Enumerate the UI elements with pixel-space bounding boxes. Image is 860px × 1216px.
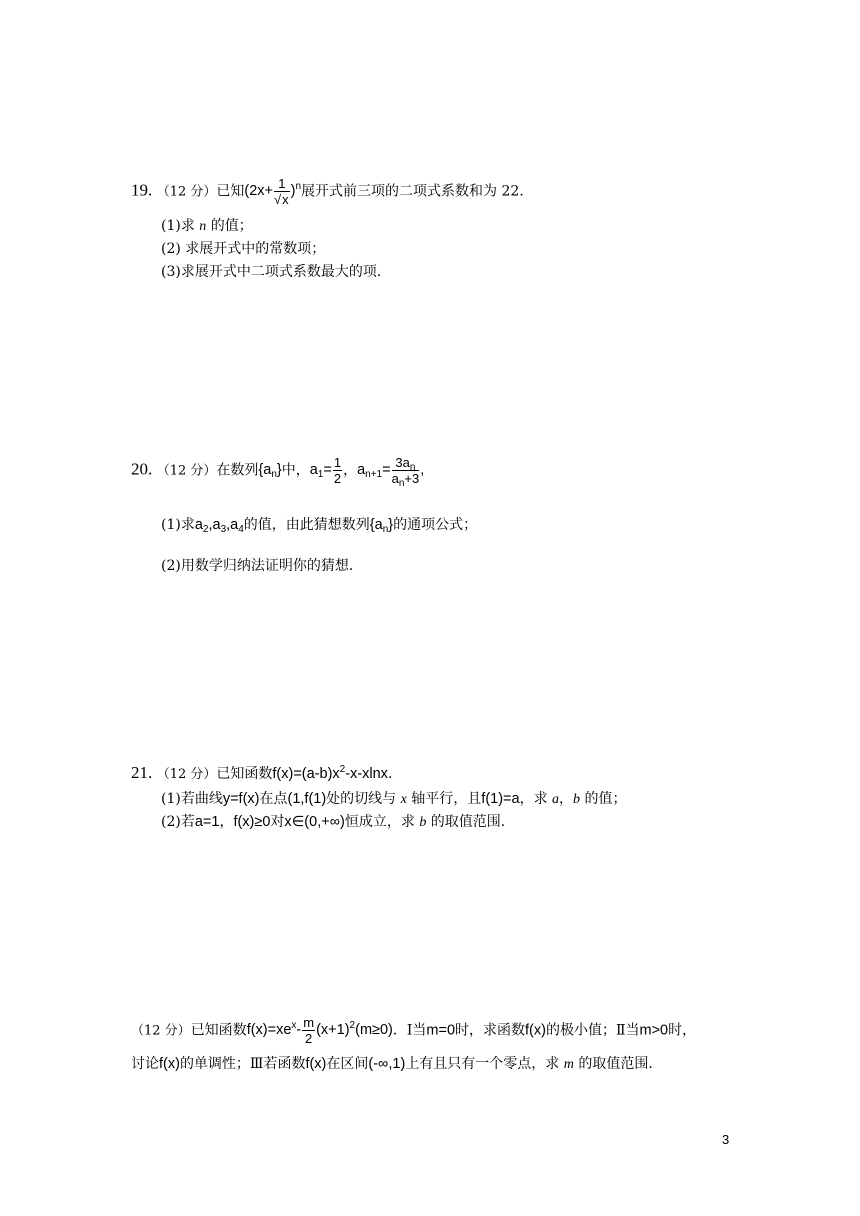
q21-score: （12 分）: [156, 767, 217, 782]
q22-score: （12 分）: [131, 1023, 191, 1039]
q19-part-3: (3)求展开式中二项式系数最大的项．: [161, 264, 391, 280]
q19-part-1: (1)求 n 的值；: [161, 218, 253, 234]
q22-function: $f(x)=xe^x-$ $\frac{m}{2}$ $(x+1)^2(m\ge 0)$: [246, 1015, 393, 1046]
q19-part-2: (2) 求展开式中的常数项；: [161, 241, 326, 257]
q20-part-1: (1)求$a_2,a_3,a_4$的值，由此猜想数列$\{a_n\}$的通项公式；: [161, 517, 478, 535]
q21-number: 21.: [131, 763, 153, 782]
q19-expression: (2x+ $\frac{1}{√x}$ )$^n$: [244, 176, 302, 207]
q21-part-2: (2)若a=1，f(x)≥0对x∈(0,+∞)恒成立，求 b 的取值范围．: [161, 814, 515, 830]
q20-score: （12 分）: [156, 463, 217, 479]
q20-recurrence: $a_{n+1}=$ $\frac{3a_n}{a_n+3}$ ,: [357, 455, 425, 489]
q20-part-2: (2)用数学归纳法证明你的猜想．: [161, 558, 363, 574]
q22-line-1: （12 分）已知函数$f(x)=xe^x-$ $\frac{m}{2}$ $(x+1)^2(m\ge 0)$．Ⅰ当m=0时，求函数f(x)的极小值；Ⅱ当m>0时，: [131, 1015, 697, 1046]
q21-stem: 21. （12 分）已知函数$f(x)=(a-b)x^2-x$-xlnx．: [131, 763, 402, 782]
q20-number: 20.: [131, 459, 153, 479]
q19-score: （12 分）: [156, 184, 217, 200]
q20-terms: $a_2,a_3,a_4$: [194, 517, 244, 535]
q20-initial-term: $a_1=$ $\frac{1}{2}$: [309, 455, 342, 486]
q22-line-2: 讨论f(x)的单调性；Ⅲ若函数f(x)在区间(-∞,1)上有且只有一个零点，求 m 的取值范围．: [131, 1056, 663, 1072]
page-number: 3: [722, 1132, 730, 1147]
q21-part-1: (1)若曲线y=f(x)在点(1,f(1)处的切线与 x 轴平行，且f(1)=a，求 a，b 的值；: [161, 791, 627, 807]
q19-number: 19.: [131, 180, 153, 200]
q20-sequence: $\{a_n\}$: [258, 462, 282, 481]
q19-stem: 19. （12 分）已知(2x+ $\frac{1}{√x}$ )$^n$展开式前三项的二项式系数和为 22．: [131, 176, 534, 207]
q20-stem: 20. （12 分）在数列$\{a_n\}$中，$a_1=$ $\frac{1}{2}$ ，$a_{n+1}=$ $\frac{3a_n}{a_n+3}$ ,: [131, 455, 425, 489]
q21-function: $f(x)=(a-b)x^2-x$-xlnx: [272, 764, 388, 782]
